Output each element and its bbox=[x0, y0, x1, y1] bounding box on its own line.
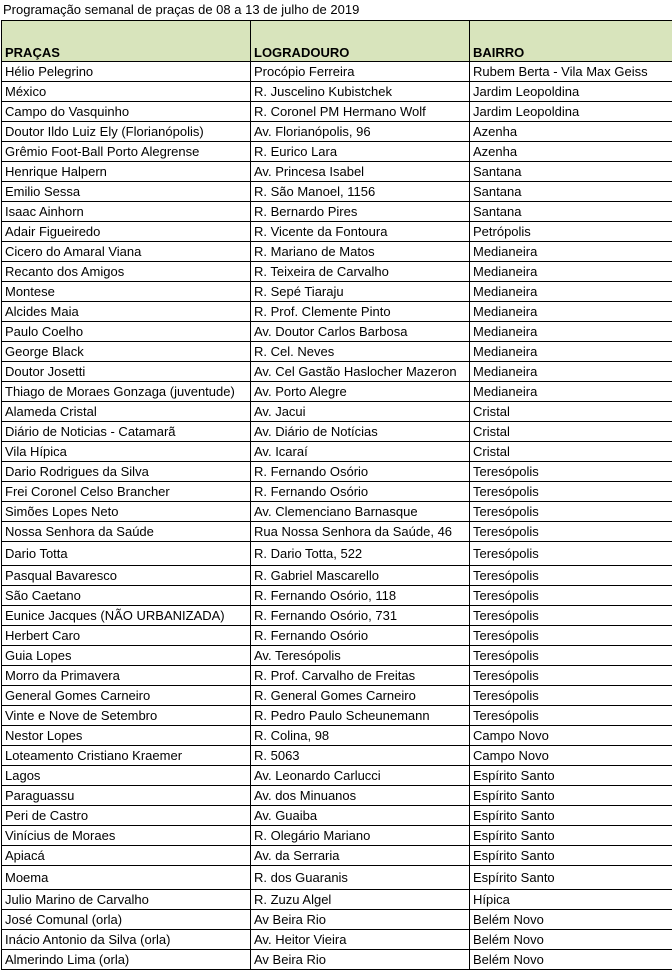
praca-cell: Campo do Vasquinho bbox=[2, 102, 251, 122]
logradouro-cell: R. São Manoel, 1156 bbox=[251, 182, 470, 202]
praca-cell: Doutor Josetti bbox=[2, 362, 251, 382]
table-row bbox=[2, 866, 672, 890]
table-row bbox=[2, 222, 672, 242]
praca-cell: Hélio Pelegrino bbox=[2, 62, 251, 82]
bairro-cell: Belém Novo bbox=[470, 950, 672, 970]
praca-cell: Thiago de Moraes Gonzaga (juventude) bbox=[2, 382, 251, 402]
bairro-cell: Jardim Leopoldina bbox=[470, 82, 672, 102]
table-row bbox=[2, 362, 672, 382]
logradouro-cell: R. Prof. Clemente Pinto bbox=[251, 302, 470, 322]
table-row bbox=[2, 462, 672, 482]
praca-cell: Diário de Noticias - Catamarã bbox=[2, 422, 251, 442]
logradouro-cell: R. Eurico Lara bbox=[251, 142, 470, 162]
bairro-cell: Medianeira bbox=[470, 382, 672, 402]
bairro-cell: Medianeira bbox=[470, 262, 672, 282]
praca-cell: Moema bbox=[2, 866, 251, 890]
logradouro-cell: R. General Gomes Carneiro bbox=[251, 686, 470, 706]
table-row bbox=[2, 542, 672, 566]
praca-cell: Vinícius de Moraes bbox=[2, 826, 251, 846]
logradouro-cell: Av. Princesa Isabel bbox=[251, 162, 470, 182]
praca-cell: Vinte e Nove de Setembro bbox=[2, 706, 251, 726]
praca-cell: Cicero do Amaral Viana bbox=[2, 242, 251, 262]
praca-cell: Paraguassu bbox=[2, 786, 251, 806]
bairro-cell: Medianeira bbox=[470, 302, 672, 322]
logradouro-cell: R. Coronel PM Hermano Wolf bbox=[251, 102, 470, 122]
logradouro-cell: R. Sepé Tiaraju bbox=[251, 282, 470, 302]
bairro-cell: Medianeira bbox=[470, 322, 672, 342]
table-header-row bbox=[2, 21, 672, 62]
table-row bbox=[2, 522, 672, 542]
praca-cell: Grêmio Foot-Ball Porto Alegrense bbox=[2, 142, 251, 162]
bairro-cell: Espírito Santo bbox=[470, 766, 672, 786]
header-pracas: PRAÇAS bbox=[2, 21, 251, 62]
logradouro-cell: Av Beira Rio bbox=[251, 910, 470, 930]
table-row bbox=[2, 826, 672, 846]
table-row bbox=[2, 282, 672, 302]
table-row bbox=[2, 342, 672, 362]
praca-cell: Julio Marino de Carvalho bbox=[2, 890, 251, 910]
praca-cell: Nossa Senhora da Saúde bbox=[2, 522, 251, 542]
logradouro-cell: Av. Teresópolis bbox=[251, 646, 470, 666]
praca-cell: Nestor Lopes bbox=[2, 726, 251, 746]
praca-cell: Montese bbox=[2, 282, 251, 302]
logradouro-cell: R. 5063 bbox=[251, 746, 470, 766]
praca-cell: Morro da Primavera bbox=[2, 666, 251, 686]
praca-cell: Isaac Ainhorn bbox=[2, 202, 251, 222]
logradouro-cell: Procópio Ferreira bbox=[251, 62, 470, 82]
table-row bbox=[2, 482, 672, 502]
praca-cell: Henrique Halpern bbox=[2, 162, 251, 182]
table-row bbox=[2, 82, 672, 102]
praca-cell: Emilio Sessa bbox=[2, 182, 251, 202]
logradouro-cell: Av. Icaraí bbox=[251, 442, 470, 462]
logradouro-cell: Av. Florianópolis, 96 bbox=[251, 122, 470, 142]
bairro-cell: Teresópolis bbox=[470, 542, 672, 566]
table-row bbox=[2, 202, 672, 222]
bairro-cell: Santana bbox=[470, 162, 672, 182]
logradouro-cell: R. Fernando Osório bbox=[251, 482, 470, 502]
page-title: Programação semanal de praças de 08 a 13 de julho de 2019 bbox=[0, 0, 672, 20]
logradouro-cell: R. Pedro Paulo Scheunemann bbox=[251, 706, 470, 726]
table-row bbox=[2, 122, 672, 142]
praca-cell: Paulo Coelho bbox=[2, 322, 251, 342]
table-body bbox=[2, 62, 672, 970]
bairro-cell: Jardim Leopoldina bbox=[470, 102, 672, 122]
bairro-cell: Medianeira bbox=[470, 342, 672, 362]
table-row bbox=[2, 502, 672, 522]
bairro-cell: Teresópolis bbox=[470, 502, 672, 522]
logradouro-cell: R. dos Guaranis bbox=[251, 866, 470, 890]
logradouro-cell: R. Colina, 98 bbox=[251, 726, 470, 746]
bairro-cell: Campo Novo bbox=[470, 726, 672, 746]
logradouro-cell: R. Fernando Osório, 731 bbox=[251, 606, 470, 626]
table-row bbox=[2, 706, 672, 726]
bairro-cell: Espírito Santo bbox=[470, 866, 672, 890]
bairro-cell: Rubem Berta - Vila Max Geiss bbox=[470, 62, 672, 82]
table-row bbox=[2, 422, 672, 442]
praca-cell: Adair Figueiredo bbox=[2, 222, 251, 242]
bairro-cell: Medianeira bbox=[470, 242, 672, 262]
logradouro-cell: Av. Leonardo Carlucci bbox=[251, 766, 470, 786]
logradouro-cell: Av. Porto Alegre bbox=[251, 382, 470, 402]
bairro-cell: Azenha bbox=[470, 122, 672, 142]
bairro-cell: Cristal bbox=[470, 402, 672, 422]
bairro-cell: Teresópolis bbox=[470, 566, 672, 586]
logradouro-cell: Rua Nossa Senhora da Saúde, 46 bbox=[251, 522, 470, 542]
logradouro-cell: R. Cel. Neves bbox=[251, 342, 470, 362]
pracas-table bbox=[1, 20, 672, 970]
bairro-cell: Espírito Santo bbox=[470, 846, 672, 866]
bairro-cell: Cristal bbox=[470, 442, 672, 462]
table-row bbox=[2, 442, 672, 462]
table-row bbox=[2, 382, 672, 402]
logradouro-cell: R. Prof. Carvalho de Freitas bbox=[251, 666, 470, 686]
praca-cell: México bbox=[2, 82, 251, 102]
table-row bbox=[2, 746, 672, 766]
praca-cell: Frei Coronel Celso Brancher bbox=[2, 482, 251, 502]
table-row bbox=[2, 726, 672, 746]
table-row bbox=[2, 242, 672, 262]
logradouro-cell: Av. Diário de Notícias bbox=[251, 422, 470, 442]
table-row bbox=[2, 646, 672, 666]
logradouro-cell: Av. dos Minuanos bbox=[251, 786, 470, 806]
logradouro-cell: R. Mariano de Matos bbox=[251, 242, 470, 262]
bairro-cell: Cristal bbox=[470, 422, 672, 442]
table-row bbox=[2, 142, 672, 162]
table-row bbox=[2, 402, 672, 422]
praca-cell: Dario Rodrigues da Silva bbox=[2, 462, 251, 482]
logradouro-cell: R. Fernando Osório bbox=[251, 626, 470, 646]
header-bairro: BAIRRO bbox=[470, 21, 672, 62]
praca-cell: Peri de Castro bbox=[2, 806, 251, 826]
logradouro-cell: Av Beira Rio bbox=[251, 950, 470, 970]
logradouro-cell: Av. Cel Gastão Haslocher Mazeron bbox=[251, 362, 470, 382]
bairro-cell: Teresópolis bbox=[470, 462, 672, 482]
logradouro-cell: R. Olegário Mariano bbox=[251, 826, 470, 846]
table-row bbox=[2, 910, 672, 930]
table-row bbox=[2, 626, 672, 646]
table-row bbox=[2, 62, 672, 82]
logradouro-cell: Av. da Serraria bbox=[251, 846, 470, 866]
table-row bbox=[2, 586, 672, 606]
table-row bbox=[2, 566, 672, 586]
table-row bbox=[2, 786, 672, 806]
praca-cell: Loteamento Cristiano Kraemer bbox=[2, 746, 251, 766]
logradouro-cell: Av. Jacui bbox=[251, 402, 470, 422]
praca-cell: José Comunal (orla) bbox=[2, 910, 251, 930]
table-row bbox=[2, 846, 672, 866]
bairro-cell: Teresópolis bbox=[470, 586, 672, 606]
logradouro-cell: Av. Heitor Vieira bbox=[251, 930, 470, 950]
table-row bbox=[2, 930, 672, 950]
table-row bbox=[2, 890, 672, 910]
table-row bbox=[2, 766, 672, 786]
bairro-cell: Teresópolis bbox=[470, 482, 672, 502]
table-row bbox=[2, 262, 672, 282]
bairro-cell: Santana bbox=[470, 202, 672, 222]
praca-cell: Alameda Cristal bbox=[2, 402, 251, 422]
table-row bbox=[2, 806, 672, 826]
bairro-cell: Espírito Santo bbox=[470, 826, 672, 846]
logradouro-cell: R. Fernando Osório, 118 bbox=[251, 586, 470, 606]
bairro-cell: Teresópolis bbox=[470, 646, 672, 666]
praca-cell: Guia Lopes bbox=[2, 646, 251, 666]
praca-cell: São Caetano bbox=[2, 586, 251, 606]
table-row bbox=[2, 162, 672, 182]
logradouro-cell: R. Bernardo Pires bbox=[251, 202, 470, 222]
table-row bbox=[2, 666, 672, 686]
logradouro-cell: Av. Clemenciano Barnasque bbox=[251, 502, 470, 522]
bairro-cell: Santana bbox=[470, 182, 672, 202]
praca-cell: Alcides Maia bbox=[2, 302, 251, 322]
table-row bbox=[2, 102, 672, 122]
praca-cell: General Gomes Carneiro bbox=[2, 686, 251, 706]
praca-cell: Vila Hípica bbox=[2, 442, 251, 462]
praca-cell: Inácio Antonio da Silva (orla) bbox=[2, 930, 251, 950]
bairro-cell: Espírito Santo bbox=[470, 786, 672, 806]
praca-cell: George Black bbox=[2, 342, 251, 362]
bairro-cell: Azenha bbox=[470, 142, 672, 162]
table-row bbox=[2, 322, 672, 342]
logradouro-cell: Av. Guaiba bbox=[251, 806, 470, 826]
praca-cell: Eunice Jacques (NÃO URBANIZADA) bbox=[2, 606, 251, 626]
logradouro-cell: R. Teixeira de Carvalho bbox=[251, 262, 470, 282]
table-row bbox=[2, 302, 672, 322]
praca-cell: Dario Totta bbox=[2, 542, 251, 566]
praca-cell: Herbert Caro bbox=[2, 626, 251, 646]
logradouro-cell: R. Juscelino Kubistchek bbox=[251, 82, 470, 102]
praca-cell: Lagos bbox=[2, 766, 251, 786]
bairro-cell: Teresópolis bbox=[470, 706, 672, 726]
logradouro-cell: R. Fernando Osório bbox=[251, 462, 470, 482]
bairro-cell: Belém Novo bbox=[470, 930, 672, 950]
praca-cell: Doutor Ildo Luiz Ely (Florianópolis) bbox=[2, 122, 251, 142]
table-row bbox=[2, 182, 672, 202]
bairro-cell: Teresópolis bbox=[470, 666, 672, 686]
bairro-cell: Campo Novo bbox=[470, 746, 672, 766]
logradouro-cell: R. Vicente da Fontoura bbox=[251, 222, 470, 242]
bairro-cell: Petrópolis bbox=[470, 222, 672, 242]
header-logradouro: LOGRADOURO bbox=[251, 21, 470, 62]
bairro-cell: Teresópolis bbox=[470, 626, 672, 646]
bairro-cell: Teresópolis bbox=[470, 522, 672, 542]
logradouro-cell: R. Zuzu Algel bbox=[251, 890, 470, 910]
bairro-cell: Medianeira bbox=[470, 282, 672, 302]
praca-cell: Pasqual Bavaresco bbox=[2, 566, 251, 586]
bairro-cell: Espírito Santo bbox=[470, 806, 672, 826]
bairro-cell: Hípica bbox=[470, 890, 672, 910]
bairro-cell: Medianeira bbox=[470, 362, 672, 382]
table-row bbox=[2, 686, 672, 706]
praca-cell: Recanto dos Amigos bbox=[2, 262, 251, 282]
praca-cell: Almerindo Lima (orla) bbox=[2, 950, 251, 970]
logradouro-cell: R. Gabriel Mascarello bbox=[251, 566, 470, 586]
logradouro-cell: R. Dario Totta, 522 bbox=[251, 542, 470, 566]
bairro-cell: Belém Novo bbox=[470, 910, 672, 930]
table-row bbox=[2, 606, 672, 626]
bairro-cell: Teresópolis bbox=[470, 686, 672, 706]
logradouro-cell: Av. Doutor Carlos Barbosa bbox=[251, 322, 470, 342]
bairro-cell: Teresópolis bbox=[470, 606, 672, 626]
praca-cell: Apiacá bbox=[2, 846, 251, 866]
praca-cell: Simões Lopes Neto bbox=[2, 502, 251, 522]
